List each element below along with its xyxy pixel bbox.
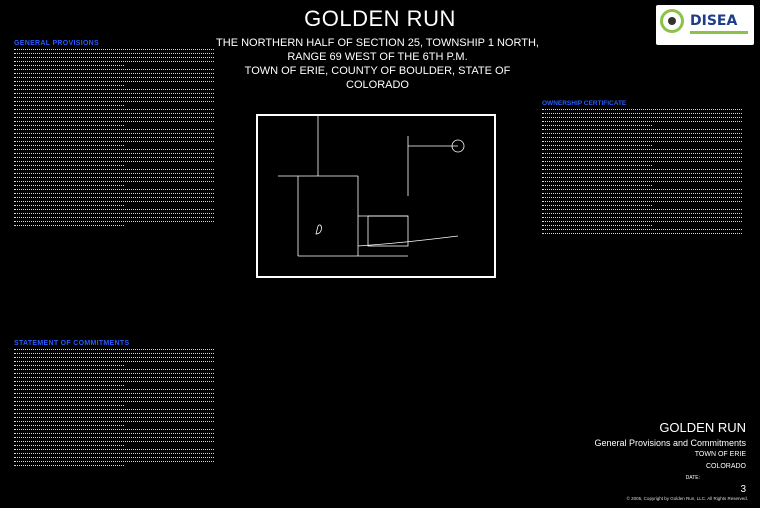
fine-print-line [14,177,214,178]
fine-print-line [14,381,214,382]
fine-print-line [542,173,742,174]
fine-print-line [14,217,214,218]
fine-print-line [542,181,742,182]
copyright-notice: © 2005, Copyright by Golden Run, LLC. All Rights Reserved. [626,496,748,501]
fine-print-line [14,85,124,86]
fine-print-line [542,165,652,166]
fine-print-line [542,149,742,150]
fine-print-line [542,229,742,230]
fine-print-line [14,89,214,90]
fine-print-line [14,201,214,202]
fine-print-line [14,73,214,74]
fine-print-line [14,421,214,422]
fine-print-line [14,105,124,106]
fine-print-line [542,161,742,162]
fine-print-line [542,189,742,190]
fine-print-line [14,193,214,194]
fine-print-line [14,113,214,114]
fine-print-line [542,113,742,114]
ownership-heading: OWNERSHIP CERTIFICATE [542,100,627,107]
fine-print-line [14,221,214,222]
fine-print-line [542,209,742,210]
fine-print-line [542,121,742,122]
fine-print-line [14,457,214,458]
fine-print-line [14,157,214,158]
fine-print-line [14,185,124,186]
fine-print-line [14,401,214,402]
logo-underline [690,31,748,34]
fine-print-line [14,141,214,142]
fine-print-line [14,209,214,210]
fine-print-line [14,149,214,150]
fine-print-line [542,157,742,158]
fine-print-line [14,153,214,154]
fine-print-line [14,77,214,78]
fine-print-line [542,205,652,206]
fine-print-line [14,373,214,374]
fine-print-line [14,385,124,386]
fine-print-line [14,453,214,454]
logo-mark-icon [660,9,684,33]
fine-print-line [14,117,214,118]
vicinity-map-drawing [258,116,494,276]
fine-print-line [14,161,214,162]
ownership-text [542,109,742,234]
fine-print-line [542,221,742,222]
fine-print-line [542,137,742,138]
fine-print-line [14,365,124,366]
fine-print-line [14,133,214,134]
fine-print-line [14,109,214,110]
fine-print-line [14,145,124,146]
subtitle-line: TOWN OF ERIE, COUNTY OF BOULDER, STATE OF [244,65,511,77]
titleblock-state: COLORADO [705,463,746,470]
fine-print-line [542,185,652,186]
page-title: GOLDEN RUN [304,6,456,31]
fine-print-line [542,133,742,134]
titleblock-town: TOWN OF ERIE [694,451,746,458]
fine-print-line [542,213,742,214]
fine-print-line [14,181,214,182]
fine-print-line [14,213,214,214]
fine-print-line [542,169,742,170]
fine-print-line [542,109,742,110]
fine-print-line [14,357,214,358]
fine-print-line [14,169,214,170]
fine-print-line [14,417,214,418]
titleblock-project: GOLDEN RUN [659,420,746,435]
fine-print-line [542,233,742,234]
fine-print-line [14,57,214,58]
fine-print-line [14,377,214,378]
logo-text: DISEA [690,13,738,29]
fine-print-line [14,413,214,414]
fine-print-line [542,125,652,126]
fine-print-line [14,445,124,446]
fine-print-line [14,437,214,438]
vicinity-map [256,114,496,278]
statement-heading: STATEMENT OF COMMITMENTS [14,340,130,347]
fine-print-line [14,69,214,70]
subtitle-line: COLORADO [346,79,409,91]
fine-print-line [542,225,652,226]
fine-print-line [14,197,214,198]
fine-print-line [542,145,652,146]
fine-print-line [14,189,214,190]
fine-print-line [14,393,214,394]
fine-print-line [14,433,214,434]
ownership-column [542,100,742,237]
fine-print-line [14,465,124,466]
titleblock-date-label: DATE: [685,475,700,481]
fine-print-line [14,101,214,102]
fine-print-line [14,369,214,370]
fine-print-line [14,361,214,362]
fine-print-line [542,201,742,202]
fine-print-line [14,61,214,62]
fine-print-line [14,397,214,398]
fine-print-line [542,197,742,198]
fine-print-line [542,177,742,178]
fine-print-line [542,129,742,130]
general-provisions-text [14,49,214,226]
fine-print-line [14,173,214,174]
fine-print-line [542,141,742,142]
fine-print-line [14,405,124,406]
fine-print-line [14,165,124,166]
fine-print-line [14,353,214,354]
fine-print-line [14,425,124,426]
fine-print-line [542,217,742,218]
legal-description [195,36,560,92]
fine-print-line [542,193,742,194]
fine-print-line [14,461,214,462]
fine-print-line [14,449,214,450]
fine-print-line [14,137,214,138]
fine-print-line [14,205,124,206]
fine-print-line [542,117,742,118]
subtitle-line: RANGE 69 WEST OF THE 6TH P.M. [287,51,468,63]
statement-column [14,340,214,469]
general-provisions-heading: GENERAL PROVISIONS [14,40,100,47]
titleblock-sheet-number: 3 [740,484,746,495]
fine-print-line [14,389,214,390]
fine-print-line [14,429,214,430]
fine-print-line [14,129,214,130]
fine-print-line [14,65,124,66]
subtitle-line: THE NORTHERN HALF OF SECTION 25, TOWNSHIP 1 NORTH, [216,37,539,49]
fine-print-line [14,97,214,98]
fine-print-line [14,349,214,350]
statement-text [14,349,214,466]
general-provisions-column [14,40,214,229]
fine-print-line [14,53,214,54]
fine-print-line [14,125,124,126]
fine-print-line [14,409,214,410]
fine-print-line [14,441,214,442]
titleblock-sheet-title: General Provisions and Commitments [594,438,746,448]
fine-print-line [14,49,214,50]
fine-print-line [14,225,124,226]
company-logo [656,5,754,45]
fine-print-line [14,81,214,82]
fine-print-line [542,153,742,154]
fine-print-line [14,121,214,122]
fine-print-line [14,93,214,94]
